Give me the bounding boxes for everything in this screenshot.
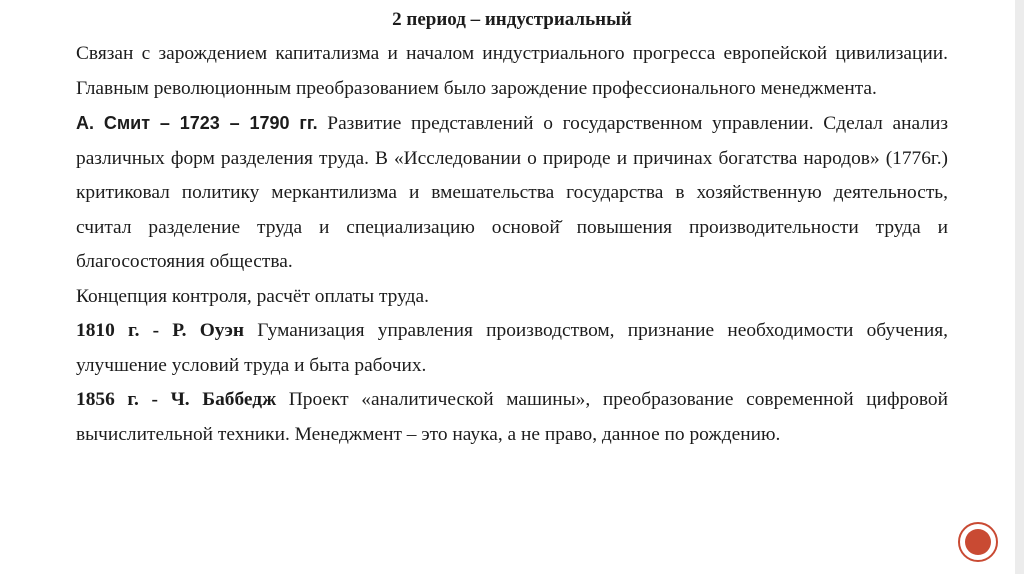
- babbage-heading: 1856 г. - Ч. Баббедж: [76, 389, 277, 410]
- paragraph-intro: Связан с зарождением капитализма и началом индустриального прогресса европейской цивилизации. Главным революционным преобразованием было зарождение профессионального менеджмента.: [76, 43, 948, 99]
- next-slide-button[interactable]: [958, 522, 998, 562]
- slide-body: [76, 37, 948, 452]
- paragraph-babbage: [76, 383, 948, 452]
- owen-heading: 1810 г. - Р. Оуэн: [76, 320, 245, 341]
- smith-text: Развитие представлений о государственном управлении. Сделал анализ различных форм разделения труда. В «Исследовании о природе и причинах богатства народов» (1776г.) критиковал политику меркантилизма и вмешательства государства в хозяйственную деятельность, считал разделение труда и специализацию основой̆ повышения производительности труда и благосостояния общества.: [76, 113, 948, 272]
- slide-edge-divider: [1015, 0, 1024, 574]
- slide-title: 2 период – индустриальный: [392, 9, 632, 30]
- circle-next-icon: [965, 529, 991, 555]
- paragraph-control: Концепция контроля, расчёт оплаты труда.: [76, 285, 429, 307]
- owen-text: Гуманизация управления производством, признание необходимости обучения, улучшение условий труда и быта рабочих.: [76, 320, 948, 376]
- paragraph-smith: [76, 106, 948, 280]
- paragraph-owen: [76, 314, 948, 383]
- smith-heading: А. Смит – 1723 – 1790 гг.: [76, 113, 318, 133]
- babbage-text: Проект «аналитической машины», преобразование современной цифровой вычислительной техники. Менеджмент – это наука, а не право, данное по рождению.: [76, 389, 949, 445]
